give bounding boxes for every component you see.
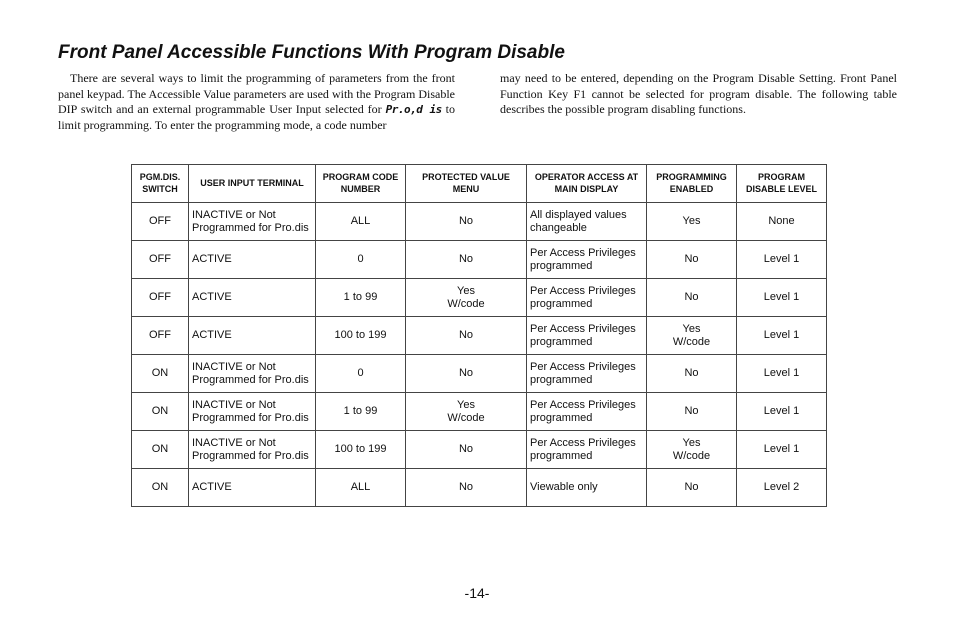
programming-enabled-cell — [647, 431, 737, 469]
header-line: PROGRAMMING — [656, 172, 727, 182]
cell-line: Yes — [682, 437, 701, 449]
header-line: NUMBER — [340, 183, 381, 194]
cell-line: 100 to 199 — [334, 329, 387, 342]
page-title: Front Panel Accessible Functions With Program Disable — [58, 42, 565, 63]
pgm-dis-switch-cell — [132, 241, 189, 279]
operator-access-cell — [527, 469, 647, 507]
disable-level-cell — [737, 431, 827, 469]
cell-line: 0 — [357, 253, 364, 266]
header-user-input-terminal — [189, 165, 316, 203]
protected-value-cell — [406, 355, 527, 393]
cell-line: Programmed for Pro.dis — [192, 373, 309, 386]
table-row — [132, 317, 827, 355]
cell-line: INACTIVE or Not — [192, 361, 276, 373]
protected-value-cell — [406, 241, 527, 279]
table-row — [132, 469, 827, 507]
programming-enabled-cell — [647, 203, 737, 241]
cell-line: Per Access Privileges — [530, 323, 636, 335]
cell-line: Level 1 — [763, 367, 800, 380]
disable-level-cell — [737, 279, 827, 317]
header-line: PROGRAM — [758, 172, 805, 182]
user-input-cell — [189, 279, 316, 317]
header-pgm-dis-switch — [132, 165, 189, 203]
pgm-dis-switch-cell — [132, 355, 189, 393]
cell-line: Yes — [682, 215, 701, 228]
program-code-cell — [316, 203, 406, 241]
protected-value-cell — [406, 203, 527, 241]
header-line: MENU — [452, 183, 480, 194]
operator-access-cell — [527, 279, 647, 317]
header-line: ENABLED — [669, 183, 714, 194]
cell-line: No — [458, 329, 474, 342]
disable-level-cell — [737, 393, 827, 431]
header-program-code-number — [316, 165, 406, 203]
page-number: -14- — [464, 585, 490, 601]
protected-value-cell — [406, 469, 527, 507]
cell-line: changeable — [530, 221, 587, 234]
cell-line: OFF — [149, 291, 171, 304]
user-input-cell — [189, 393, 316, 431]
cell-line: Yes — [457, 399, 475, 411]
cell-line: No — [684, 367, 699, 380]
cell-line: OFF — [149, 329, 171, 342]
cell-line: No — [458, 481, 474, 494]
cell-line: All displayed values — [530, 209, 627, 221]
programming-enabled-cell — [647, 317, 737, 355]
program-code-cell — [316, 317, 406, 355]
programming-enabled-cell — [647, 279, 737, 317]
header-line: SWITCH — [142, 183, 178, 194]
user-input-cell — [189, 355, 316, 393]
program-code-cell — [316, 393, 406, 431]
intro-text-part-1: There are several ways to limit the programming of parameters from the front panel keypad. The Accessible Value parameters are used with the Program Disable DIP switch and an external programmable User Input selected for — [58, 71, 455, 116]
programming-enabled-cell — [647, 393, 737, 431]
program-code-cell — [316, 241, 406, 279]
cell-line: ON — [151, 405, 169, 418]
cell-line: Level 2 — [763, 481, 800, 494]
disable-level-cell — [737, 469, 827, 507]
cell-line: Per Access Privileges — [530, 437, 636, 449]
header-line: USER INPUT TERMINAL — [200, 177, 304, 188]
disable-level-cell — [737, 203, 827, 241]
programming-enabled-cell — [647, 355, 737, 393]
operator-access-cell — [527, 393, 647, 431]
disable-level-cell — [737, 355, 827, 393]
header-line: PGM.DIS. — [139, 172, 181, 182]
cell-line: Viewable only — [530, 481, 598, 494]
pgm-dis-switch-cell — [132, 431, 189, 469]
table-header-row — [132, 165, 827, 203]
header-protected-value-menu — [406, 165, 527, 203]
cell-line: No — [684, 405, 699, 418]
cell-line: Per Access Privileges — [530, 399, 636, 411]
table-row — [132, 393, 827, 431]
intro-text-part-2: to limit programming. To enter the programming mode, a code number — [58, 102, 455, 132]
cell-line: Yes — [457, 285, 475, 297]
cell-line: INACTIVE or Not — [192, 437, 276, 449]
cell-line: Level 1 — [763, 443, 800, 456]
operator-access-cell — [527, 203, 647, 241]
cell-line: No — [684, 481, 699, 494]
cell-line: ALL — [350, 481, 371, 494]
user-input-cell — [189, 469, 316, 507]
cell-line: ALL — [350, 215, 371, 228]
cell-line: INACTIVE or Not — [192, 209, 276, 221]
cell-line: programmed — [530, 259, 593, 272]
user-input-cell — [189, 317, 316, 355]
header-line: DISABLE LEVEL — [745, 183, 817, 194]
cell-line: INACTIVE or Not — [192, 399, 276, 411]
program-code-cell — [316, 469, 406, 507]
cell-line: ON — [151, 481, 169, 494]
cell-line: W/code — [447, 411, 485, 424]
header-line: PROTECTED VALUE — [422, 172, 510, 182]
cell-line: programmed — [530, 297, 593, 310]
operator-access-cell — [527, 355, 647, 393]
header-line: OPERATOR ACCESS AT — [534, 172, 639, 182]
cell-line: W/code — [672, 335, 711, 348]
user-input-cell — [189, 431, 316, 469]
programming-enabled-cell — [647, 469, 737, 507]
table-row — [132, 279, 827, 317]
cell-line: Level 1 — [763, 405, 800, 418]
cell-line: Programmed for Pro.dis — [192, 449, 309, 462]
cell-line: No — [684, 253, 699, 266]
cell-line: 100 to 199 — [334, 443, 387, 456]
cell-line: programmed — [530, 449, 593, 462]
disable-level-cell — [737, 317, 827, 355]
cell-line: ACTIVE — [192, 329, 232, 342]
header-programming-enabled — [647, 165, 737, 203]
protected-value-cell — [406, 317, 527, 355]
cell-line: ACTIVE — [192, 291, 232, 304]
disable-level-cell — [737, 241, 827, 279]
header-program-disable-level — [737, 165, 827, 203]
cell-line: OFF — [149, 253, 171, 266]
cell-line: Per Access Privileges — [530, 361, 636, 373]
cell-line: W/code — [447, 297, 485, 310]
header-line: MAIN DISPLAY — [554, 183, 619, 194]
operator-access-cell — [527, 317, 647, 355]
cell-line: Level 1 — [763, 329, 800, 342]
cell-line: Programmed for Pro.dis — [192, 221, 309, 234]
cell-line: 0 — [357, 367, 364, 380]
pgm-dis-switch-cell — [132, 469, 189, 507]
cell-line: Yes — [682, 323, 701, 335]
table-row — [132, 203, 827, 241]
cell-line: No — [458, 367, 474, 380]
cell-line: Per Access Privileges — [530, 247, 636, 259]
cell-line: No — [458, 253, 474, 266]
header-operator-access — [527, 165, 647, 203]
cell-line: ACTIVE — [192, 481, 232, 494]
cell-line: Level 1 — [763, 253, 800, 266]
intro-paragraph-right: may need to be entered, depending on the Program Disable Setting. Front Panel Function Key F1 cannot be selected for program disable. The following table describes the possible program disabling functions. — [500, 71, 897, 116]
cell-line: 1 to 99 — [343, 405, 378, 418]
cell-line: Per Access Privileges — [530, 285, 636, 297]
program-code-cell — [316, 431, 406, 469]
intro-paragraph-left — [58, 71, 455, 133]
protected-value-cell — [406, 393, 527, 431]
cell-line: ON — [151, 367, 169, 380]
program-disable-table — [131, 164, 827, 507]
cell-line: No — [684, 291, 699, 304]
table-row — [132, 241, 827, 279]
program-code-cell — [316, 355, 406, 393]
cell-line: programmed — [530, 335, 593, 348]
cell-line: ACTIVE — [192, 253, 232, 266]
cell-line: OFF — [149, 215, 171, 228]
cell-line: Level 1 — [763, 291, 800, 304]
pgm-dis-switch-cell — [132, 393, 189, 431]
table-row — [132, 355, 827, 393]
table-row — [132, 431, 827, 469]
user-input-cell — [189, 241, 316, 279]
cell-line: programmed — [530, 411, 593, 424]
cell-line: W/code — [672, 449, 711, 462]
pgm-dis-switch-cell — [132, 203, 189, 241]
operator-access-cell — [527, 431, 647, 469]
cell-line: No — [458, 215, 474, 228]
operator-access-cell — [527, 241, 647, 279]
header-line: PROGRAM CODE — [322, 172, 399, 182]
cell-line: programmed — [530, 373, 593, 386]
pgm-dis-switch-cell — [132, 279, 189, 317]
cell-line: 1 to 99 — [343, 291, 378, 304]
cell-line: No — [458, 443, 474, 456]
program-code-cell — [316, 279, 406, 317]
cell-line: Programmed for Pro.dis — [192, 411, 309, 424]
cell-line: ON — [151, 443, 169, 456]
protected-value-cell — [406, 279, 527, 317]
programming-enabled-cell — [647, 241, 737, 279]
protected-value-cell — [406, 431, 527, 469]
program-disable-code: Pr.o,d is — [385, 103, 442, 116]
user-input-cell — [189, 203, 316, 241]
pgm-dis-switch-cell — [132, 317, 189, 355]
cell-line: None — [768, 215, 795, 228]
